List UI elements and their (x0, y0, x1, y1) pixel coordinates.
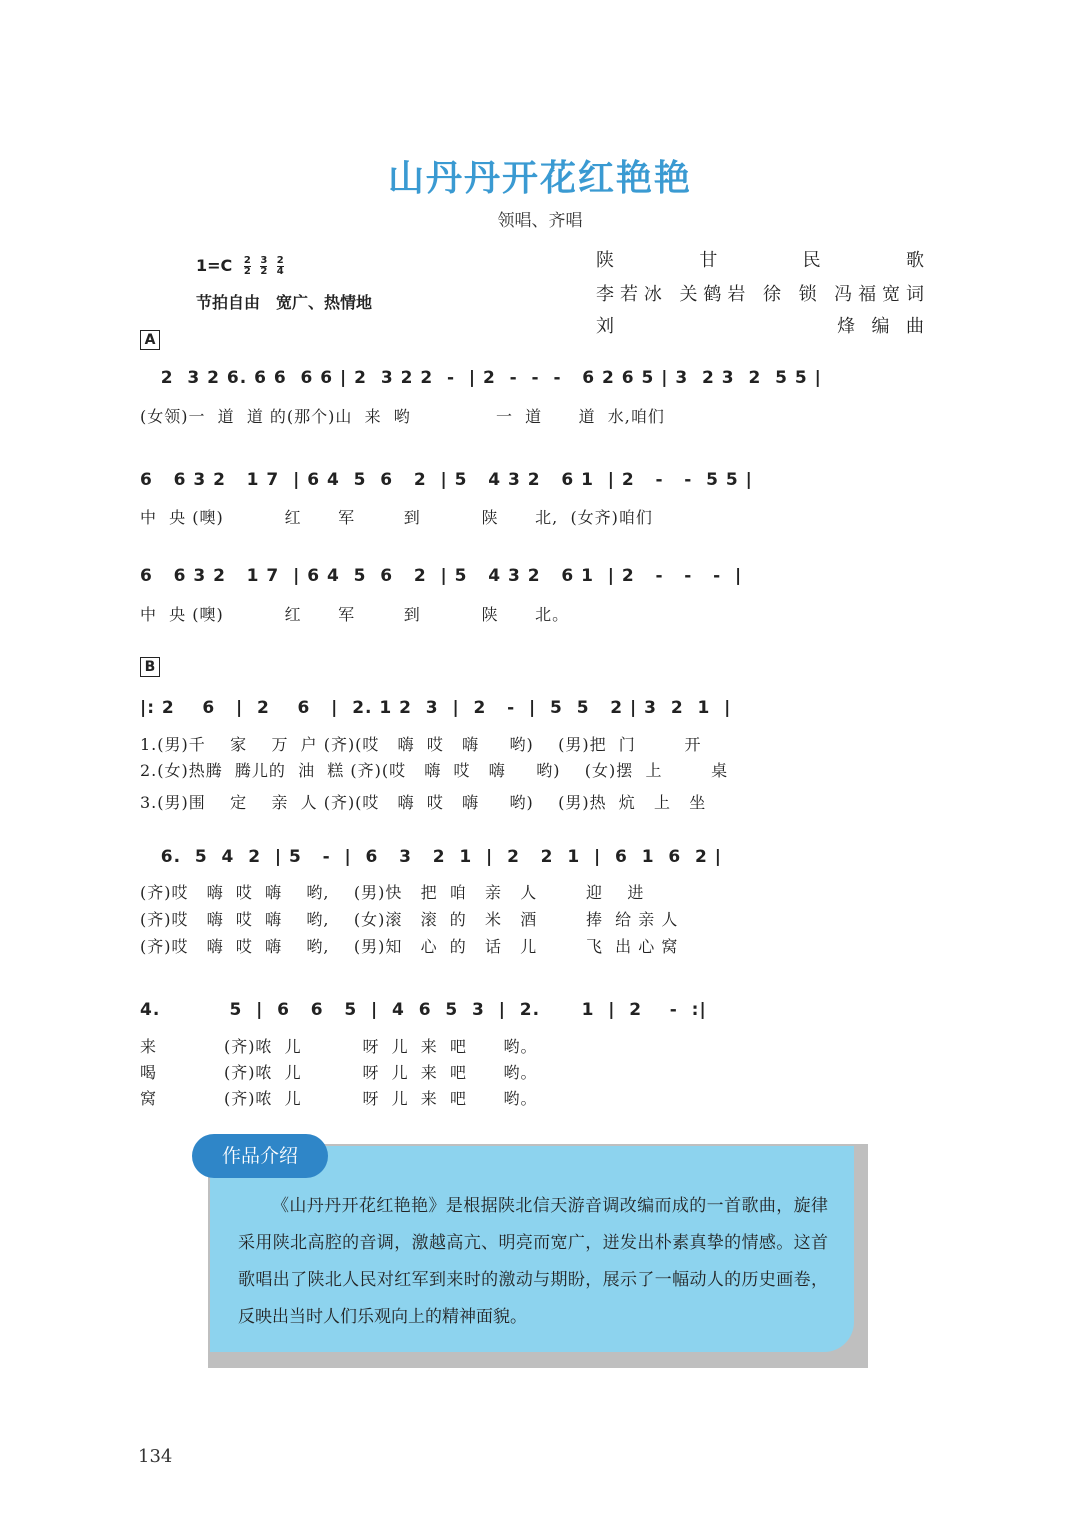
lyric-line: 3.(男)围 定 亲 人 (齐)(哎 嗨 哎 嗨 哟) (男)热 炕 上 坐 (140, 793, 707, 812)
notation-row: 4. 5 | 6 6 5 | 4 6 5 3 | 2. 1 | 2 - :| (140, 1000, 707, 1020)
time-sig-1-den: 2 (243, 266, 251, 277)
lyric-line: 中 央 (噢) 红 军 到 陕 北。 (140, 605, 570, 624)
tempo-marking: 节拍自由 宽广、热情地 (196, 293, 373, 312)
credit-origin: 陕甘民歌 (596, 250, 924, 271)
lyric-line: (齐)哎 嗨 哎 嗨 哟, (女)滚 滚 的 米 酒 捧 给 亲 人 (140, 910, 679, 929)
notation-row: 6. 5 4 2 | 5 - | 6 3 2 1 | 2 2 1 | 6 1 6 2 | (140, 847, 722, 867)
song-subtitle: 领唱、齐唱 (497, 211, 583, 231)
time-sig-1-num: 2 (243, 255, 251, 266)
notation-row: 6 6 3 2 1 7 | 6 4 5 6 2 | 5 4 3 2 6 1 | 2 - - 5 5 | (140, 470, 753, 490)
song-title: 山丹丹开花红艳艳 (387, 158, 692, 199)
lyric-line: (女领)一 道 道 的(那个)山 来 哟 一 道 道 水,咱们 (140, 407, 665, 426)
notation-row: 2 3 2 6. 6 6 6 6 | 2 3 2 2 - | 2 - - - 6 2 6 5 | 3 2 3 2 5 5 | (140, 368, 822, 388)
page-number: 134 (138, 1446, 173, 1467)
intro-text: 《山丹丹开花红艳艳》是根据陕北信天游音调改编而成的一首歌曲，旋律采用陕北高腔的音调，激越高亢、明亮而宽广，迸发出朴素真挚的情感。这首歌唱出了陕北人民对红军到来时的激动与期盼，展示了一幅动人的历史画卷，反映出当时人们乐观向上的精神面貌。 (238, 1196, 828, 1327)
time-sig-2-num: 3 (260, 255, 268, 266)
credit-arranger: 刘 烽编曲 (596, 316, 924, 337)
lyric-line: 2.(女)热腾 腾儿的 油 糕 (齐)(哎 嗨 哎 嗨 哟) (女)摆 上 桌 (140, 761, 729, 780)
credit-lyricists: 李若冰 关鹤岩 徐 锁 冯福宽词 (596, 284, 924, 305)
lyric-line: 1.(男)千 家 万 户 (齐)(哎 嗨 哎 嗨 哟) (男)把 门 开 (140, 735, 702, 754)
section-marker-a: A (140, 330, 160, 350)
lyric-line: 中 央 (噢) 红 军 到 陕 北, (女齐)咱们 (140, 508, 653, 527)
notation-row: |: 2 6 | 2 6 | 2. 1 2 3 | 2 - | 5 5 2 | 3 2 1 | (140, 698, 732, 718)
key-signature: 1=C (196, 256, 233, 275)
notation-row: 6 6 3 2 1 7 | 6 4 5 6 2 | 5 4 3 2 6 1 | 2 - - - | (140, 566, 743, 586)
time-sig-3-num: 2 (276, 255, 284, 266)
time-signatures (244, 256, 290, 277)
lyric-line: 喝 (齐)哝 儿 呀 儿 来 吧 哟。 (140, 1063, 538, 1082)
time-sig-2-den: 2 (260, 266, 268, 277)
key-and-time (196, 256, 290, 277)
lyric-line: (齐)哎 嗨 哎 嗨 哟, (男)快 把 咱 亲 人 迎 进 (140, 883, 645, 902)
time-sig-3-den: 4 (276, 266, 284, 277)
lyric-line: 窝 (齐)哝 儿 呀 儿 来 吧 哟。 (140, 1089, 538, 1108)
lyric-line: (齐)哎 嗨 哎 嗨 哟, (男)知 心 的 话 儿 飞 出 心 窝 (140, 937, 679, 956)
section-marker-b: B (140, 657, 160, 677)
intro-label: 作品介绍 (192, 1134, 328, 1178)
lyric-line: 来 (齐)哝 儿 呀 儿 来 吧 哟。 (140, 1037, 538, 1056)
